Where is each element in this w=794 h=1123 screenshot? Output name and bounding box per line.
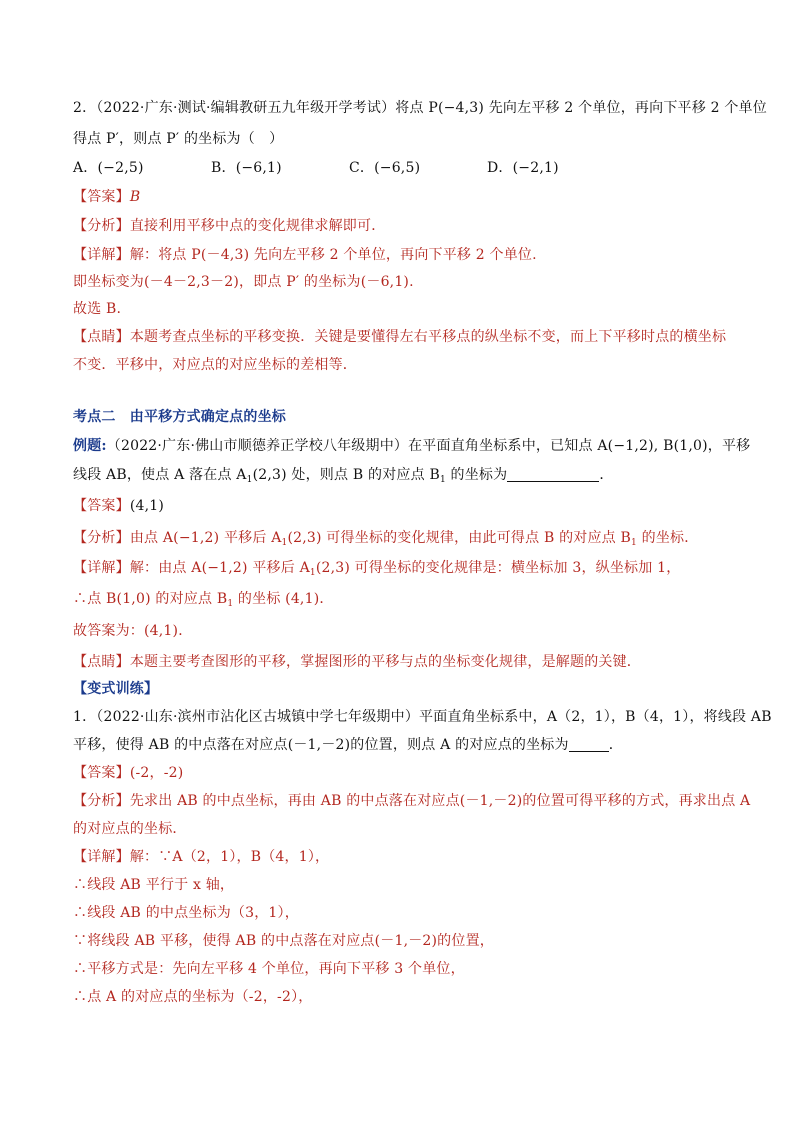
q2-answer-tag: 【答案】 xyxy=(73,189,130,205)
q2-detail-line2: 即坐标变为(－4－2,3－2)，即点 P′ 的坐标为(－6,1). xyxy=(73,274,414,290)
q2-comment-tag: 【点睛】 xyxy=(73,329,130,345)
example-comment-line xyxy=(73,652,734,672)
q2-stem-line1: 2．（2022·广东·测试·编辑教研五九年级开学考试）将点 P(−4,3) 先向左平移 2 个单位，再向下平移 2 个单位 xyxy=(73,100,767,116)
example-stem1: （2022·广东·佛山市顺德养正学校八年级期中）在平面直角坐标系中，已知点 A(−1,2), B(1,0)，平移 xyxy=(106,438,751,454)
q2-analysis: 直接利用平移中点的变化规律求解即可． xyxy=(129,218,386,234)
practice-detail-line5: ∴平移方式是：先向左平移 4 个单位，再向下平移 3 个单位， xyxy=(73,961,465,977)
example-stem-line1 xyxy=(73,436,751,456)
example-analysis-line xyxy=(73,528,734,548)
example-stem2a: 线段 AB，使点 A 落在点 A xyxy=(73,467,247,483)
practice-stem-line2 xyxy=(73,735,734,755)
q2-comment1: 本题考查点坐标的平移变换．关键是要懂得左右平移点的纵坐标不变，而上下平移时点的横坐标 xyxy=(129,329,727,345)
example-answer-tag: 【答案】 xyxy=(73,498,130,514)
example-analysis-c: 的坐标． xyxy=(636,530,699,546)
example-detail-line3: 故答案为：(4,1)． xyxy=(73,623,193,639)
subscript: 1 xyxy=(246,475,253,485)
q2-detail1: 解：将点 P(－4,3) 先向左平移 2 个单位，再向下平移 2 个单位. xyxy=(129,247,537,263)
practice-detail-line3: ∴线段 AB 的中点坐标为（3，1）， xyxy=(73,905,299,921)
practice-analysis-line2: 的对应点的坐标． xyxy=(73,821,187,837)
subscript: 1 xyxy=(227,599,234,609)
example-stem2b: (2,3) 处，则点 B 的对应点 B xyxy=(252,467,440,483)
practice-detail-line1 xyxy=(73,847,734,867)
practice-title: 【变式训练】 xyxy=(73,681,159,697)
practice-detail-line2: ∴线段 AB 平行于 x 轴， xyxy=(73,877,235,893)
practice-detail-line6: ∴点 A 的对应点的坐标为（-2，-2）， xyxy=(73,989,313,1005)
example-analysis-a: 由点 A(−1,2) 平移后 A xyxy=(129,530,282,546)
subscript: 1 xyxy=(439,475,446,485)
example-stem2d: ． xyxy=(599,467,614,483)
q2-option-d: D．(−2,1) xyxy=(487,160,559,176)
section-title: 考点二 由平移方式确定点的坐标 xyxy=(73,409,286,425)
practice-answer: (-2，-2) xyxy=(129,765,184,781)
practice-stem2a: 平移，使得 AB 的中点落在对应点(－1,－2)的位置，则点 A 的对应点的坐标为 xyxy=(73,737,569,753)
example-detail-tag: 【详解】 xyxy=(73,560,130,576)
subscript: 1 xyxy=(309,568,316,578)
practice-detail1: 解：∵A（2，1），B（4，1）， xyxy=(129,849,330,865)
q2-detail-tag: 【详解】 xyxy=(73,247,130,263)
q2-comment-line2: 不变．平移中，对应点的对应坐标的差相等． xyxy=(73,357,357,373)
example-detail-line1 xyxy=(73,558,734,578)
example-stem2c: 的坐标为 xyxy=(445,467,508,483)
example-detail1a: 解：由点 A(−1,2) 平移后 A xyxy=(129,560,310,576)
practice-analysis-tag: 【分析】 xyxy=(73,793,130,809)
example-stem-line2 xyxy=(73,465,734,485)
subscript: 1 xyxy=(281,538,288,548)
practice-answer-line xyxy=(73,763,734,783)
example-detail2b: 的坐标 (4,1)． xyxy=(233,591,334,607)
q2-analysis-tag: 【分析】 xyxy=(73,218,130,234)
practice-analysis1: 先求出 AB 的中点坐标，再由 AB 的中点落在对应点(－1,－2)的位置可得平移的方式，再求出点 A xyxy=(129,793,751,809)
q2-analysis-line xyxy=(73,216,734,236)
q2-stem-line2: 得点 P′，则点 P′ 的坐标为（ ） xyxy=(73,131,284,147)
example-detail1b: (2,3) 可得坐标的变化规律是：横坐标加 3，纵坐标加 1， xyxy=(315,560,681,576)
practice-detail-line4: ∵将线段 AB 平移，使得 AB 的中点落在对应点(－1,－2)的位置， xyxy=(73,933,494,949)
q2-detail-line3: 故选 B. xyxy=(73,301,122,317)
example-answer-line xyxy=(73,496,734,516)
subscript: 1 xyxy=(631,538,637,548)
example-detail2a: ∴点 B(1,0) 的对应点 B xyxy=(73,591,228,607)
answer-blank xyxy=(507,467,599,482)
q2-comment-line1 xyxy=(73,327,734,347)
q2-answer: B xyxy=(129,189,141,205)
example-answer: (4,1) xyxy=(129,498,165,514)
example-detail-line2 xyxy=(73,589,734,609)
practice-detail-tag: 【详解】 xyxy=(73,849,130,865)
example-analysis-b: (2,3) 可得坐标的变化规律，由此可得点 B 的对应点 B xyxy=(287,530,632,546)
example-label: 例题: xyxy=(73,438,107,454)
practice-stem2b: ． xyxy=(608,737,623,753)
practice-answer-tag: 【答案】 xyxy=(73,765,130,781)
q2-option-b: B．(−6,1) xyxy=(211,160,282,176)
q2-option-c: C．(−6,5) xyxy=(349,160,421,176)
q2-option-a: A．(−2,5) xyxy=(73,160,144,176)
example-comment-tag: 【点睛】 xyxy=(73,654,130,670)
answer-blank xyxy=(569,737,609,752)
example-comment: 本题主要考查图形的平移，掌握图形的平移与点的坐标变化规律，是解题的关键． xyxy=(129,654,642,670)
q2-detail-line1 xyxy=(73,245,734,265)
example-analysis-tag: 【分析】 xyxy=(73,530,130,546)
q2-answer-line xyxy=(73,187,734,207)
practice-analysis-line1 xyxy=(73,791,751,811)
practice-stem-line1: 1．（2022·山东·滨州市沾化区古城镇中学七年级期中）平面直角坐标系中，A（2，1），B（4，1），将线段 AB xyxy=(73,709,772,725)
